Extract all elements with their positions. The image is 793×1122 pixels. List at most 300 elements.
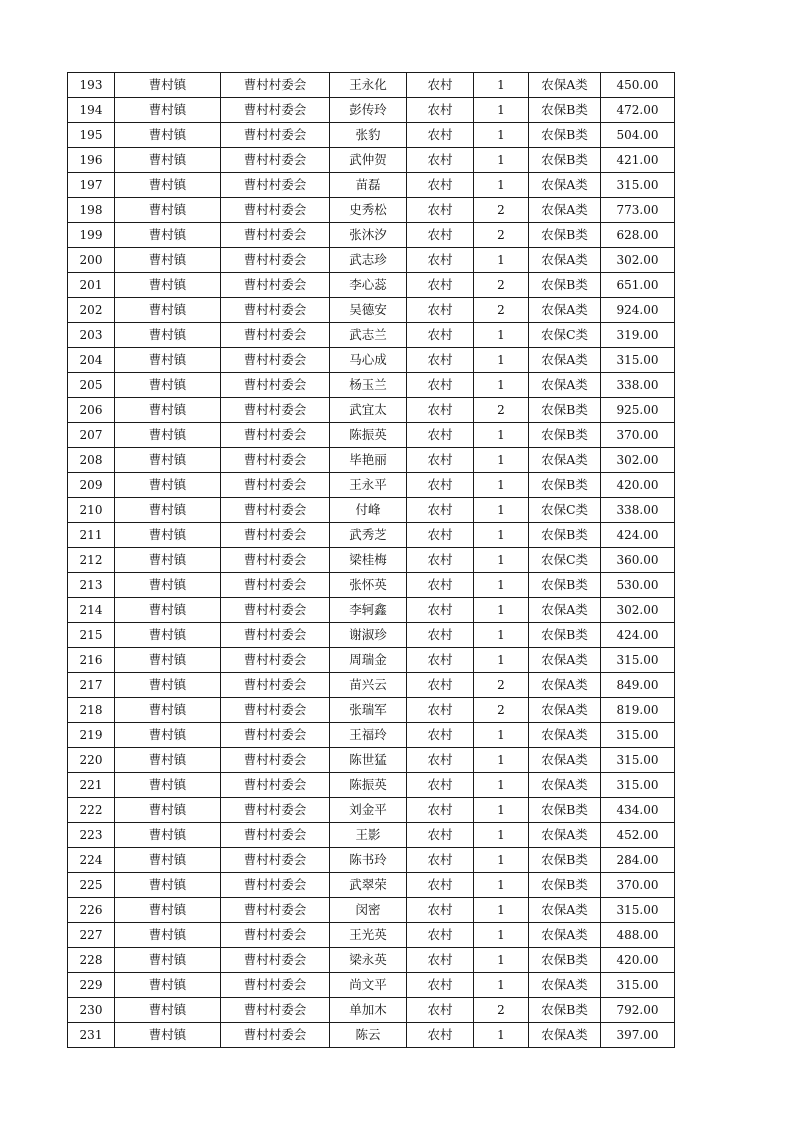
town-cell: 曹村镇 bbox=[115, 323, 221, 348]
person-name-cell: 李心蕊 bbox=[330, 273, 407, 298]
table-row bbox=[68, 723, 675, 748]
person-name-cell: 陈书玲 bbox=[330, 848, 407, 873]
row-number-cell: 206 bbox=[68, 398, 115, 423]
household-count-cell: 1 bbox=[474, 973, 529, 998]
amount-cell: 925.00 bbox=[601, 398, 675, 423]
person-name-cell: 毕艳丽 bbox=[330, 448, 407, 473]
household-count-cell: 1 bbox=[474, 323, 529, 348]
row-number-cell: 212 bbox=[68, 548, 115, 573]
amount-cell: 315.00 bbox=[601, 973, 675, 998]
town-cell: 曹村镇 bbox=[115, 548, 221, 573]
table-row bbox=[68, 698, 675, 723]
household-count-cell: 1 bbox=[474, 1023, 529, 1048]
insurance-category-cell: 农保A类 bbox=[529, 73, 601, 98]
amount-cell: 338.00 bbox=[601, 498, 675, 523]
person-name-cell: 尚文平 bbox=[330, 973, 407, 998]
residence-type-cell: 农村 bbox=[407, 473, 474, 498]
residence-type-cell: 农村 bbox=[407, 598, 474, 623]
village-committee-cell: 曹村村委会 bbox=[221, 873, 330, 898]
table-row bbox=[68, 173, 675, 198]
residence-type-cell: 农村 bbox=[407, 748, 474, 773]
household-count-cell: 2 bbox=[474, 998, 529, 1023]
household-count-cell: 1 bbox=[474, 473, 529, 498]
insurance-category-cell: 农保B类 bbox=[529, 148, 601, 173]
amount-cell: 651.00 bbox=[601, 273, 675, 298]
residence-type-cell: 农村 bbox=[407, 373, 474, 398]
insurance-category-cell: 农保B类 bbox=[529, 423, 601, 448]
table-row bbox=[68, 748, 675, 773]
residence-type-cell: 农村 bbox=[407, 298, 474, 323]
amount-cell: 370.00 bbox=[601, 423, 675, 448]
row-number-cell: 208 bbox=[68, 448, 115, 473]
row-number-cell: 205 bbox=[68, 373, 115, 398]
town-cell: 曹村镇 bbox=[115, 898, 221, 923]
village-committee-cell: 曹村村委会 bbox=[221, 548, 330, 573]
village-committee-cell: 曹村村委会 bbox=[221, 973, 330, 998]
household-count-cell: 1 bbox=[474, 423, 529, 448]
insurance-category-cell: 农保A类 bbox=[529, 648, 601, 673]
village-committee-cell: 曹村村委会 bbox=[221, 373, 330, 398]
insurance-category-cell: 农保A类 bbox=[529, 723, 601, 748]
table-row bbox=[68, 773, 675, 798]
person-name-cell: 张怀英 bbox=[330, 573, 407, 598]
amount-cell: 302.00 bbox=[601, 448, 675, 473]
household-count-cell: 1 bbox=[474, 898, 529, 923]
town-cell: 曹村镇 bbox=[115, 598, 221, 623]
person-name-cell: 张瑞军 bbox=[330, 698, 407, 723]
row-number-cell: 197 bbox=[68, 173, 115, 198]
row-number-cell: 213 bbox=[68, 573, 115, 598]
household-count-cell: 1 bbox=[474, 598, 529, 623]
person-name-cell: 陈振英 bbox=[330, 423, 407, 448]
insurance-category-cell: 农保A类 bbox=[529, 823, 601, 848]
table-row bbox=[68, 398, 675, 423]
person-name-cell: 武秀芝 bbox=[330, 523, 407, 548]
household-count-cell: 2 bbox=[474, 223, 529, 248]
residence-type-cell: 农村 bbox=[407, 873, 474, 898]
row-number-cell: 227 bbox=[68, 923, 115, 948]
village-committee-cell: 曹村村委会 bbox=[221, 623, 330, 648]
village-committee-cell: 曹村村委会 bbox=[221, 848, 330, 873]
amount-cell: 424.00 bbox=[601, 623, 675, 648]
ledger-body bbox=[68, 73, 675, 1048]
row-number-cell: 219 bbox=[68, 723, 115, 748]
row-number-cell: 202 bbox=[68, 298, 115, 323]
person-name-cell: 陈世猛 bbox=[330, 748, 407, 773]
insurance-category-cell: 农保A类 bbox=[529, 673, 601, 698]
table-row bbox=[68, 373, 675, 398]
insurance-category-cell: 农保A类 bbox=[529, 973, 601, 998]
table-row bbox=[68, 223, 675, 248]
household-count-cell: 1 bbox=[474, 348, 529, 373]
insurance-category-cell: 农保B类 bbox=[529, 623, 601, 648]
village-committee-cell: 曹村村委会 bbox=[221, 673, 330, 698]
amount-cell: 315.00 bbox=[601, 748, 675, 773]
amount-cell: 315.00 bbox=[601, 773, 675, 798]
table-row bbox=[68, 448, 675, 473]
table-row bbox=[68, 923, 675, 948]
town-cell: 曹村镇 bbox=[115, 798, 221, 823]
town-cell: 曹村镇 bbox=[115, 848, 221, 873]
insurance-category-cell: 农保B类 bbox=[529, 798, 601, 823]
amount-cell: 315.00 bbox=[601, 898, 675, 923]
household-count-cell: 1 bbox=[474, 373, 529, 398]
insurance-category-cell: 农保B类 bbox=[529, 948, 601, 973]
table-row bbox=[68, 123, 675, 148]
village-committee-cell: 曹村村委会 bbox=[221, 698, 330, 723]
amount-cell: 338.00 bbox=[601, 373, 675, 398]
row-number-cell: 209 bbox=[68, 473, 115, 498]
residence-type-cell: 农村 bbox=[407, 798, 474, 823]
person-name-cell: 武志兰 bbox=[330, 323, 407, 348]
person-name-cell: 谢淑珍 bbox=[330, 623, 407, 648]
person-name-cell: 武仲贺 bbox=[330, 148, 407, 173]
insurance-category-cell: 农保A类 bbox=[529, 448, 601, 473]
table-row bbox=[68, 973, 675, 998]
household-count-cell: 2 bbox=[474, 198, 529, 223]
town-cell: 曹村镇 bbox=[115, 148, 221, 173]
household-count-cell: 1 bbox=[474, 623, 529, 648]
insurance-category-cell: 农保B类 bbox=[529, 123, 601, 148]
town-cell: 曹村镇 bbox=[115, 498, 221, 523]
household-count-cell: 1 bbox=[474, 248, 529, 273]
insurance-category-cell: 农保B类 bbox=[529, 398, 601, 423]
table-row bbox=[68, 598, 675, 623]
village-committee-cell: 曹村村委会 bbox=[221, 798, 330, 823]
residence-type-cell: 农村 bbox=[407, 623, 474, 648]
village-committee-cell: 曹村村委会 bbox=[221, 323, 330, 348]
insurance-category-cell: 农保A类 bbox=[529, 923, 601, 948]
table-row bbox=[68, 423, 675, 448]
insurance-category-cell: 农保A类 bbox=[529, 598, 601, 623]
village-committee-cell: 曹村村委会 bbox=[221, 348, 330, 373]
residence-type-cell: 农村 bbox=[407, 348, 474, 373]
insurance-category-cell: 农保A类 bbox=[529, 198, 601, 223]
row-number-cell: 220 bbox=[68, 748, 115, 773]
residence-type-cell: 农村 bbox=[407, 723, 474, 748]
amount-cell: 420.00 bbox=[601, 948, 675, 973]
town-cell: 曹村镇 bbox=[115, 998, 221, 1023]
insurance-category-cell: 农保C类 bbox=[529, 548, 601, 573]
household-count-cell: 1 bbox=[474, 823, 529, 848]
town-cell: 曹村镇 bbox=[115, 373, 221, 398]
table-row bbox=[68, 673, 675, 698]
residence-type-cell: 农村 bbox=[407, 823, 474, 848]
amount-cell: 773.00 bbox=[601, 198, 675, 223]
village-committee-cell: 曹村村委会 bbox=[221, 298, 330, 323]
row-number-cell: 210 bbox=[68, 498, 115, 523]
amount-cell: 849.00 bbox=[601, 673, 675, 698]
table-row bbox=[68, 98, 675, 123]
household-count-cell: 1 bbox=[474, 148, 529, 173]
table-row bbox=[68, 248, 675, 273]
town-cell: 曹村镇 bbox=[115, 648, 221, 673]
amount-cell: 530.00 bbox=[601, 573, 675, 598]
row-number-cell: 203 bbox=[68, 323, 115, 348]
household-count-cell: 2 bbox=[474, 673, 529, 698]
insurance-category-cell: 农保A类 bbox=[529, 698, 601, 723]
row-number-cell: 221 bbox=[68, 773, 115, 798]
household-count-cell: 1 bbox=[474, 723, 529, 748]
table-row bbox=[68, 648, 675, 673]
residence-type-cell: 农村 bbox=[407, 123, 474, 148]
table-row bbox=[68, 623, 675, 648]
town-cell: 曹村镇 bbox=[115, 223, 221, 248]
amount-cell: 488.00 bbox=[601, 923, 675, 948]
amount-cell: 924.00 bbox=[601, 298, 675, 323]
person-name-cell: 苗磊 bbox=[330, 173, 407, 198]
village-committee-cell: 曹村村委会 bbox=[221, 148, 330, 173]
village-committee-cell: 曹村村委会 bbox=[221, 648, 330, 673]
town-cell: 曹村镇 bbox=[115, 973, 221, 998]
amount-cell: 319.00 bbox=[601, 323, 675, 348]
household-count-cell: 2 bbox=[474, 698, 529, 723]
insurance-category-cell: 农保B类 bbox=[529, 473, 601, 498]
person-name-cell: 单加木 bbox=[330, 998, 407, 1023]
household-count-cell: 1 bbox=[474, 648, 529, 673]
village-committee-cell: 曹村村委会 bbox=[221, 173, 330, 198]
insurance-category-cell: 农保B类 bbox=[529, 98, 601, 123]
household-count-cell: 1 bbox=[474, 73, 529, 98]
household-count-cell: 2 bbox=[474, 298, 529, 323]
insurance-category-cell: 农保B类 bbox=[529, 998, 601, 1023]
household-count-cell: 1 bbox=[474, 548, 529, 573]
benefit-ledger-table bbox=[67, 72, 675, 1048]
town-cell: 曹村镇 bbox=[115, 773, 221, 798]
town-cell: 曹村镇 bbox=[115, 748, 221, 773]
amount-cell: 360.00 bbox=[601, 548, 675, 573]
person-name-cell: 王永平 bbox=[330, 473, 407, 498]
village-committee-cell: 曹村村委会 bbox=[221, 748, 330, 773]
insurance-category-cell: 农保B类 bbox=[529, 848, 601, 873]
town-cell: 曹村镇 bbox=[115, 923, 221, 948]
village-committee-cell: 曹村村委会 bbox=[221, 473, 330, 498]
town-cell: 曹村镇 bbox=[115, 173, 221, 198]
town-cell: 曹村镇 bbox=[115, 948, 221, 973]
person-name-cell: 杨玉兰 bbox=[330, 373, 407, 398]
insurance-category-cell: 农保B类 bbox=[529, 573, 601, 598]
household-count-cell: 2 bbox=[474, 398, 529, 423]
residence-type-cell: 农村 bbox=[407, 98, 474, 123]
amount-cell: 792.00 bbox=[601, 998, 675, 1023]
household-count-cell: 1 bbox=[474, 923, 529, 948]
row-number-cell: 199 bbox=[68, 223, 115, 248]
row-number-cell: 225 bbox=[68, 873, 115, 898]
table-row bbox=[68, 148, 675, 173]
row-number-cell: 200 bbox=[68, 248, 115, 273]
person-name-cell: 周瑞金 bbox=[330, 648, 407, 673]
household-count-cell: 1 bbox=[474, 773, 529, 798]
amount-cell: 420.00 bbox=[601, 473, 675, 498]
table-row bbox=[68, 948, 675, 973]
person-name-cell: 陈云 bbox=[330, 1023, 407, 1048]
household-count-cell: 1 bbox=[474, 98, 529, 123]
town-cell: 曹村镇 bbox=[115, 123, 221, 148]
town-cell: 曹村镇 bbox=[115, 523, 221, 548]
row-number-cell: 230 bbox=[68, 998, 115, 1023]
insurance-category-cell: 农保B类 bbox=[529, 873, 601, 898]
amount-cell: 315.00 bbox=[601, 173, 675, 198]
village-committee-cell: 曹村村委会 bbox=[221, 898, 330, 923]
residence-type-cell: 农村 bbox=[407, 1023, 474, 1048]
town-cell: 曹村镇 bbox=[115, 98, 221, 123]
town-cell: 曹村镇 bbox=[115, 348, 221, 373]
village-committee-cell: 曹村村委会 bbox=[221, 448, 330, 473]
row-number-cell: 223 bbox=[68, 823, 115, 848]
household-count-cell: 2 bbox=[474, 273, 529, 298]
residence-type-cell: 农村 bbox=[407, 273, 474, 298]
village-committee-cell: 曹村村委会 bbox=[221, 123, 330, 148]
row-number-cell: 228 bbox=[68, 948, 115, 973]
row-number-cell: 201 bbox=[68, 273, 115, 298]
household-count-cell: 1 bbox=[474, 748, 529, 773]
insurance-category-cell: 农保A类 bbox=[529, 373, 601, 398]
row-number-cell: 193 bbox=[68, 73, 115, 98]
person-name-cell: 李轲鑫 bbox=[330, 598, 407, 623]
person-name-cell: 梁永英 bbox=[330, 948, 407, 973]
person-name-cell: 付峰 bbox=[330, 498, 407, 523]
village-committee-cell: 曹村村委会 bbox=[221, 223, 330, 248]
row-number-cell: 229 bbox=[68, 973, 115, 998]
town-cell: 曹村镇 bbox=[115, 573, 221, 598]
residence-type-cell: 农村 bbox=[407, 973, 474, 998]
table-row bbox=[68, 873, 675, 898]
household-count-cell: 1 bbox=[474, 873, 529, 898]
household-count-cell: 1 bbox=[474, 848, 529, 873]
household-count-cell: 1 bbox=[474, 498, 529, 523]
table-row bbox=[68, 573, 675, 598]
insurance-category-cell: 农保B类 bbox=[529, 273, 601, 298]
village-committee-cell: 曹村村委会 bbox=[221, 523, 330, 548]
table-row bbox=[68, 498, 675, 523]
row-number-cell: 231 bbox=[68, 1023, 115, 1048]
village-committee-cell: 曹村村委会 bbox=[221, 498, 330, 523]
row-number-cell: 214 bbox=[68, 598, 115, 623]
insurance-category-cell: 农保A类 bbox=[529, 748, 601, 773]
amount-cell: 284.00 bbox=[601, 848, 675, 873]
table-row bbox=[68, 898, 675, 923]
residence-type-cell: 农村 bbox=[407, 923, 474, 948]
amount-cell: 315.00 bbox=[601, 348, 675, 373]
person-name-cell: 张豹 bbox=[330, 123, 407, 148]
residence-type-cell: 农村 bbox=[407, 173, 474, 198]
row-number-cell: 226 bbox=[68, 898, 115, 923]
person-name-cell: 王福玲 bbox=[330, 723, 407, 748]
insurance-category-cell: 农保A类 bbox=[529, 173, 601, 198]
amount-cell: 819.00 bbox=[601, 698, 675, 723]
insurance-category-cell: 农保C类 bbox=[529, 323, 601, 348]
village-committee-cell: 曹村村委会 bbox=[221, 923, 330, 948]
amount-cell: 450.00 bbox=[601, 73, 675, 98]
table-row bbox=[68, 523, 675, 548]
town-cell: 曹村镇 bbox=[115, 473, 221, 498]
table-row bbox=[68, 848, 675, 873]
row-number-cell: 222 bbox=[68, 798, 115, 823]
town-cell: 曹村镇 bbox=[115, 198, 221, 223]
row-number-cell: 194 bbox=[68, 98, 115, 123]
village-committee-cell: 曹村村委会 bbox=[221, 73, 330, 98]
row-number-cell: 211 bbox=[68, 523, 115, 548]
row-number-cell: 198 bbox=[68, 198, 115, 223]
insurance-category-cell: 农保A类 bbox=[529, 298, 601, 323]
residence-type-cell: 农村 bbox=[407, 648, 474, 673]
residence-type-cell: 农村 bbox=[407, 398, 474, 423]
town-cell: 曹村镇 bbox=[115, 873, 221, 898]
household-count-cell: 1 bbox=[474, 123, 529, 148]
town-cell: 曹村镇 bbox=[115, 423, 221, 448]
town-cell: 曹村镇 bbox=[115, 73, 221, 98]
table-row bbox=[68, 998, 675, 1023]
town-cell: 曹村镇 bbox=[115, 448, 221, 473]
residence-type-cell: 农村 bbox=[407, 148, 474, 173]
residence-type-cell: 农村 bbox=[407, 773, 474, 798]
insurance-category-cell: 农保A类 bbox=[529, 248, 601, 273]
residence-type-cell: 农村 bbox=[407, 423, 474, 448]
town-cell: 曹村镇 bbox=[115, 823, 221, 848]
residence-type-cell: 农村 bbox=[407, 948, 474, 973]
person-name-cell: 陈振英 bbox=[330, 773, 407, 798]
table-row bbox=[68, 823, 675, 848]
insurance-category-cell: 农保C类 bbox=[529, 498, 601, 523]
residence-type-cell: 农村 bbox=[407, 73, 474, 98]
town-cell: 曹村镇 bbox=[115, 673, 221, 698]
residence-type-cell: 农村 bbox=[407, 223, 474, 248]
residence-type-cell: 农村 bbox=[407, 848, 474, 873]
village-committee-cell: 曹村村委会 bbox=[221, 248, 330, 273]
insurance-category-cell: 农保B类 bbox=[529, 523, 601, 548]
household-count-cell: 1 bbox=[474, 573, 529, 598]
person-name-cell: 张沐汐 bbox=[330, 223, 407, 248]
table-row bbox=[68, 348, 675, 373]
person-name-cell: 王永化 bbox=[330, 73, 407, 98]
village-committee-cell: 曹村村委会 bbox=[221, 723, 330, 748]
table-row bbox=[68, 473, 675, 498]
household-count-cell: 1 bbox=[474, 798, 529, 823]
residence-type-cell: 农村 bbox=[407, 673, 474, 698]
table-row bbox=[68, 273, 675, 298]
insurance-category-cell: 农保A类 bbox=[529, 348, 601, 373]
amount-cell: 472.00 bbox=[601, 98, 675, 123]
table-row bbox=[68, 73, 675, 98]
residence-type-cell: 农村 bbox=[407, 998, 474, 1023]
person-name-cell: 王光英 bbox=[330, 923, 407, 948]
row-number-cell: 215 bbox=[68, 623, 115, 648]
row-number-cell: 224 bbox=[68, 848, 115, 873]
row-number-cell: 217 bbox=[68, 673, 115, 698]
household-count-cell: 1 bbox=[474, 948, 529, 973]
amount-cell: 424.00 bbox=[601, 523, 675, 548]
insurance-category-cell: 农保B类 bbox=[529, 223, 601, 248]
household-count-cell: 1 bbox=[474, 448, 529, 473]
person-name-cell: 闵密 bbox=[330, 898, 407, 923]
person-name-cell: 彭传玲 bbox=[330, 98, 407, 123]
amount-cell: 504.00 bbox=[601, 123, 675, 148]
village-committee-cell: 曹村村委会 bbox=[221, 948, 330, 973]
amount-cell: 397.00 bbox=[601, 1023, 675, 1048]
town-cell: 曹村镇 bbox=[115, 623, 221, 648]
amount-cell: 302.00 bbox=[601, 248, 675, 273]
residence-type-cell: 农村 bbox=[407, 698, 474, 723]
row-number-cell: 204 bbox=[68, 348, 115, 373]
row-number-cell: 216 bbox=[68, 648, 115, 673]
residence-type-cell: 农村 bbox=[407, 523, 474, 548]
village-committee-cell: 曹村村委会 bbox=[221, 1023, 330, 1048]
residence-type-cell: 农村 bbox=[407, 548, 474, 573]
village-committee-cell: 曹村村委会 bbox=[221, 598, 330, 623]
household-count-cell: 1 bbox=[474, 173, 529, 198]
person-name-cell: 马心成 bbox=[330, 348, 407, 373]
amount-cell: 628.00 bbox=[601, 223, 675, 248]
